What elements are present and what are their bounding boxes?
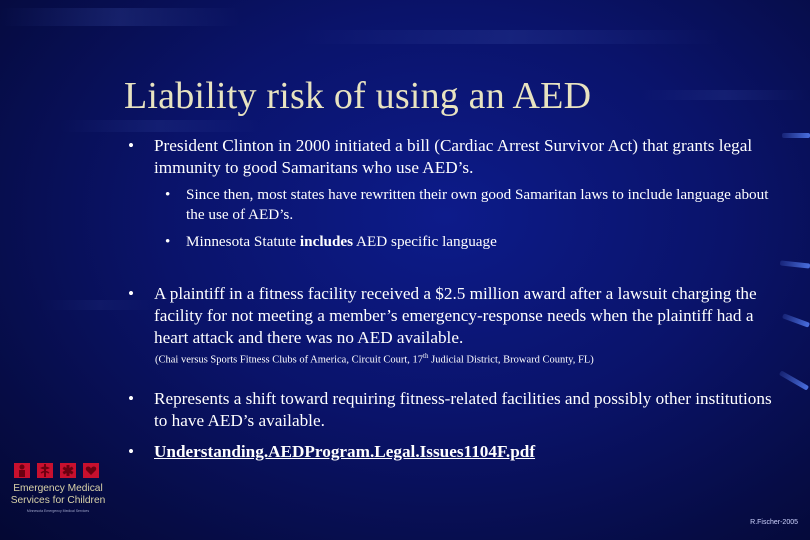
citation: (Chai versus Sports Fitness Clubs of America, Circuit Court, 17th Judicial District, Broward County, FL) bbox=[155, 352, 594, 366]
sub-bullet-text: Minnesota Statute includes AED specific language bbox=[186, 233, 497, 250]
logo-tagline: Minnesota Emergency Medical Services bbox=[26, 509, 90, 513]
edge-accent bbox=[779, 370, 809, 390]
footer-credit: R.Fischer-2005 bbox=[750, 519, 798, 526]
emsc-logo bbox=[6, 462, 110, 524]
bullet-text: President Clinton in 2000 initiated a bill (Cardiac Arrest Survivor Act) that grants legal immunity to good Samaritans who use AED’s. bbox=[154, 136, 753, 177]
child-figure-icon bbox=[13, 462, 31, 479]
bullet-marker: • bbox=[165, 233, 171, 250]
sub-bullet-text: Since then, most states have rewritten their own good Samaritan laws to include language about the use of AED’s. bbox=[186, 186, 769, 223]
bullet-marker: • bbox=[128, 284, 135, 303]
edge-accent bbox=[782, 313, 810, 327]
background-streak bbox=[0, 8, 240, 26]
bullet-marker: • bbox=[128, 442, 135, 461]
heart-hand-icon bbox=[82, 462, 100, 479]
bullet-text: A plaintiff in a fitness facility received a $2.5 million award after a lawsuit charging the facility for not meeting a member’s emergency-response needs when the plaintiff had a heart attack and there was no AED available. bbox=[154, 284, 757, 347]
edge-accent bbox=[782, 133, 810, 138]
edge-accent bbox=[780, 260, 810, 268]
bullet-marker: • bbox=[165, 186, 171, 203]
pdf-link[interactable]: Understanding.AEDProgram.Legal.Issues1104F.pdf bbox=[154, 442, 536, 461]
logo-text-line2: Services for Children bbox=[10, 495, 106, 506]
background-streak bbox=[40, 300, 160, 310]
bullet-marker: • bbox=[128, 136, 135, 155]
background-streak bbox=[300, 30, 720, 44]
bullet-text: Represents a shift toward requiring fitness-related facilities and possibly other institutions to have AED’s available. bbox=[154, 389, 772, 430]
logo-text-line1: Emergency Medical bbox=[13, 483, 103, 494]
background-streak bbox=[60, 120, 260, 132]
star-of-life-icon bbox=[59, 462, 77, 479]
caduceus-icon bbox=[36, 462, 54, 479]
slide-title: Liability risk of using an AED bbox=[124, 75, 592, 117]
background-streak bbox=[640, 90, 810, 100]
bullet-marker: • bbox=[128, 389, 135, 408]
